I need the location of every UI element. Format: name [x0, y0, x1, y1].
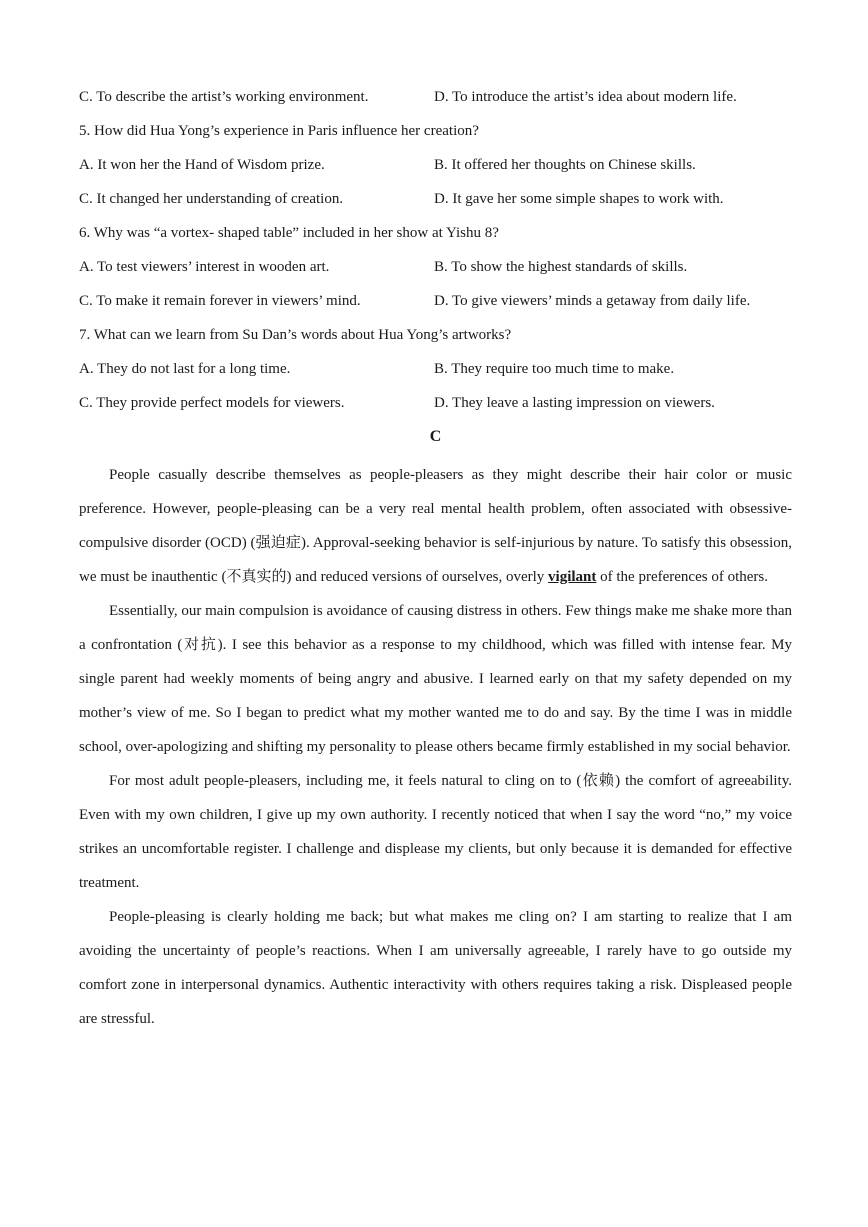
q7-option-a: A. They do not last for a long time.: [79, 361, 291, 377]
q6-options-row-2: [79, 288, 792, 322]
paragraph-2-text: Essentially, our main compulsion is avoidance of causing distress in others. Few things make me shake more than a confrontation (对抗). I see this behavior as a response to my childhood, which was filled with intense fear. My single parent had weekly moments of being angry and abusive. I learned early on that my safety depended on my mother’s view of me. So I began to predict what my mother wanted me to do and say. By the time I was in middle school, over-apologizing and shifting my personality to please others became firmly established in my social behavior.: [79, 603, 792, 755]
q7-options-row-2: [79, 390, 792, 424]
q5-option-c: C. It changed her understanding of creation.: [79, 191, 344, 207]
q7-option-d: D. They leave a lasting impression on viewers.: [434, 395, 715, 411]
q6-stem: 6. Why was “a vortex- shaped table” included in her show at Yishu 8?: [79, 225, 499, 241]
q5-option-d: D. It gave her some simple shapes to work with.: [434, 191, 724, 207]
q4-option-d: D. To introduce the artist’s idea about modern life.: [434, 89, 737, 105]
q4-option-c: C. To describe the artist’s working environment.: [79, 89, 369, 105]
q6-option-b: B. To show the highest standards of skills.: [434, 259, 688, 275]
passage-paragraph-3: [79, 764, 792, 900]
q5-options-row-1: [79, 152, 792, 186]
q5-stem: 5. How did Hua Yong’s experience in Paris influence her creation?: [79, 123, 479, 139]
q6-option-d: D. To give viewers’ minds a getaway from daily life.: [434, 293, 751, 309]
q5-option-a: A. It won her the Hand of Wisdom prize.: [79, 157, 325, 173]
q7-option-b: B. They require too much time to make.: [434, 361, 675, 377]
paragraph-1-text-end: of the preferences of others.: [596, 569, 768, 585]
vocab-word: vigilant: [548, 569, 597, 585]
passage-paragraph-1: [79, 458, 792, 594]
q6-option-c: C. To make it remain forever in viewers’ mind.: [79, 293, 361, 309]
paragraph-1-text: People casually describe themselves as people-pleasers as they might describe their hair color or music preference. However, people-pleasing can be a very real mental health problem, often associated with obsessive-compulsive disorder (OCD) (强迫症). Approval-seeking behavior is self-injurious by nature. To satisfy this obsession, we must be inauthentic (不真实的) and reduced versions of ourselves, overly: [79, 467, 792, 585]
q4-options-row: [79, 84, 792, 118]
q5-option-b: B. It offered her thoughts on Chinese skills.: [434, 157, 696, 173]
q6-option-a: A. To test viewers’ interest in wooden art.: [79, 259, 330, 275]
paragraph-3-text: For most adult people-pleasers, including me, it feels natural to cling on to (依赖) the comfort of agreeability. Even with my own children, I give up my own authority. I recently noticed that when I say the word “no,” my voice strikes an uncomfortable register. I challenge and displease my clients, but only because it is demanded for effective treatment.: [79, 773, 792, 891]
q7-option-c: C. They provide perfect models for viewers.: [79, 395, 345, 411]
passage-paragraph-2: [79, 594, 792, 764]
passage-paragraph-4: [79, 900, 792, 1036]
section-heading: C: [429, 428, 442, 445]
q5-options-row-2: [79, 186, 792, 220]
q7-options-row-1: [79, 356, 792, 390]
q7-stem: 7. What can we learn from Su Dan’s words about Hua Yong’s artworks?: [79, 327, 512, 343]
q6-options-row-1: [79, 254, 792, 288]
paragraph-4-text: People-pleasing is clearly holding me back; but what makes me cling on? I am starting to realize that I am avoiding the uncertainty of people’s reactions. When I am universally agreeable, I rarely have to go outside my comfort zone in interpersonal dynamics. Authentic interactivity with others requires taking a risk. Displeased people are stressful.: [79, 909, 792, 1027]
exam-page: [79, 84, 792, 1036]
